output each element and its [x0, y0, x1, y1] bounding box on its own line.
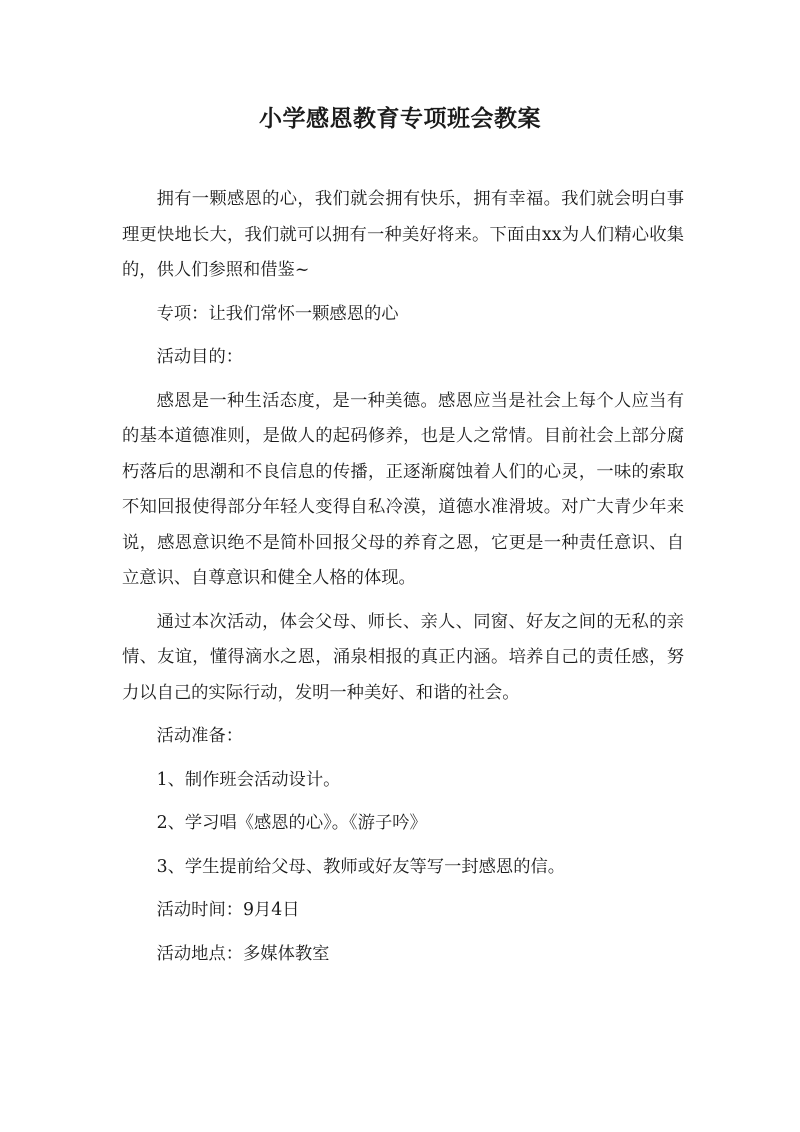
- section-heading-purpose: 活动目的：: [156, 347, 244, 367]
- section-heading-preparation: 活动准备：: [156, 726, 244, 746]
- purpose-paragraph-1: 感恩是一种生活态度，是一种美德。感恩应当是社会上每个人应当有的基本道德准则，是做人的起码修养，也是人之常情。目前社会上部分腐朽落后的思潮和不良信息的传播，正逐渐腐蚀着人们的心灵，一味的索取不知回报使得部分年轻人变得自私冷漠，道德水准滑坡。对广大青少年来说，感恩意识绝不是简朴回报父母的养育之恩，它更是一种责任意识、自立意识、自尊意识和健全人格的体现。: [122, 390, 684, 588]
- list-item: 2、学习唱《感恩的心》。《游子吟》: [156, 813, 427, 833]
- purpose-paragraph-2: 通过本次活动，体会父母、师长、亲人、同窗、好友之间的无私的亲情、友谊，懂得滴水之恩，涌泉相报的真正内涵。培养自己的责任感，努力以自己的实际行动，发明一种美好、和谐的社会。: [122, 611, 684, 703]
- list-item: 1、制作班会活动设计。: [156, 769, 341, 790]
- list-item: 3、学生提前给父母、教师或好友等写一封感恩的信。: [156, 856, 566, 877]
- document-title: 小学感恩教育专项班会教案: [259, 105, 541, 132]
- intro-paragraph: 拥有一颗感恩的心，我们就会拥有快乐，拥有幸福。我们就会明白事理更快地长大，我们就可以拥有一种美好将来。下面由xx为人们精心收集的，供人们参照和借鉴~: [122, 189, 684, 280]
- activity-location: 活动地点：多媒体教室: [156, 943, 330, 964]
- topic-line: 专项：让我们常怀一颗感恩的心: [156, 303, 399, 324]
- document-body: [122, 182, 684, 972]
- activity-time: 活动时间：9月4日: [156, 900, 300, 920]
